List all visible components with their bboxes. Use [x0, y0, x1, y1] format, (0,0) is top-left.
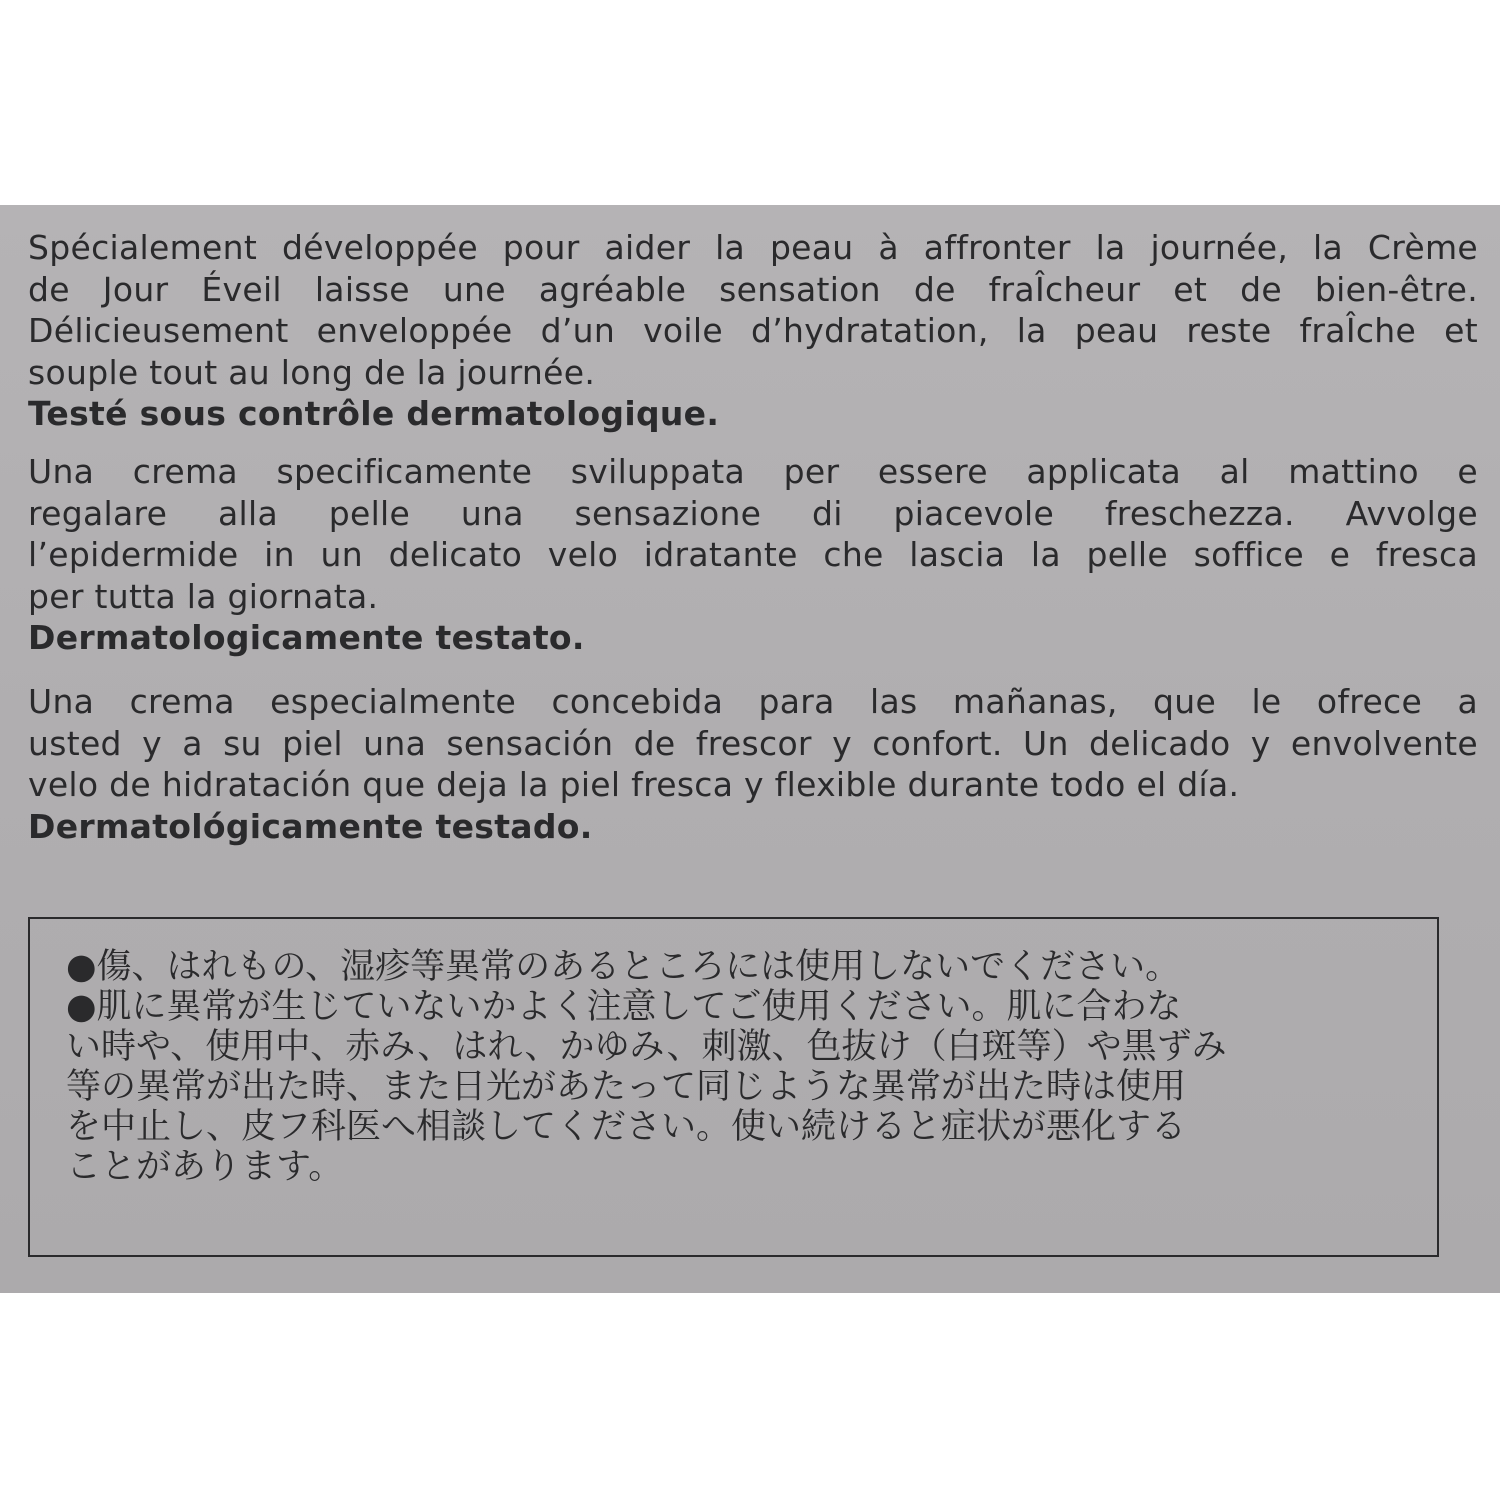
japanese-line-2: ●肌に異常が生じていないかよく注意してご使用ください。肌に合わな — [66, 987, 1182, 1027]
japanese-line-1: ●傷、はれもの、湿疹等異常のあるところには使用しないでください。 — [66, 947, 1181, 987]
spanish-description — [28, 681, 1478, 847]
package-panel — [0, 205, 1500, 1293]
italian-line-3: l’epidermide in un delicato velo idratante che lascia la pelle soffice e fresca — [28, 535, 1478, 574]
french-description — [28, 227, 1478, 435]
italian-line-1: Una crema specificamente sviluppata per essere applicata al mattino e — [28, 452, 1478, 491]
japanese-line-4: 等の異常が出た時、また日光があたって同じような異常が出た時は使用 — [66, 1067, 1187, 1107]
japanese-caution-box — [28, 917, 1439, 1257]
japanese-line-3: い時や、使用中、赤み、はれ、かゆみ、刺激、色抜け（白斑等）や黒ずみ — [66, 1027, 1227, 1067]
french-line-1: Spécialement développée pour aider la peau à affronter la journée, la Crème — [28, 228, 1478, 267]
italian-description — [28, 451, 1478, 659]
french-line-3: Délicieusement enveloppée d’un voile d’hydratation, la peau reste fraÎche et — [28, 311, 1478, 350]
japanese-line-6: ことがあります。 — [66, 1147, 344, 1187]
french-line-2: de Jour Éveil laisse une agréable sensation de fraÎcheur et de bien-être. — [28, 269, 1478, 309]
spanish-line-2: usted y a su piel una sensación de frescor y confort. Un delicado y envolvente — [28, 723, 1478, 763]
japanese-caution-text — [66, 947, 1416, 1187]
japanese-line-5: を中止し、皮フ科医へ相談してください。使い続けると症状が悪化する — [66, 1107, 1187, 1147]
french-tested-note: Testé sous contrôle dermatologique. — [28, 394, 720, 433]
italian-line-2: regalare alla pelle una sensazione di piacevole freschezza. Avvolge — [28, 493, 1478, 533]
italian-line-4: per tutta la giornata. — [28, 576, 379, 616]
spanish-line-1: Una crema especialmente concebida para las mañanas, que le ofrece a — [28, 682, 1478, 721]
spanish-tested-note: Dermatológicamente testado. — [28, 806, 593, 846]
spanish-line-3: velo de hidratación que deja la piel fresca y flexible durante todo el día. — [28, 765, 1240, 804]
italian-tested-note: Dermatologicamente testato. — [28, 618, 585, 657]
french-line-4: souple tout au long de la journée. — [28, 352, 596, 392]
